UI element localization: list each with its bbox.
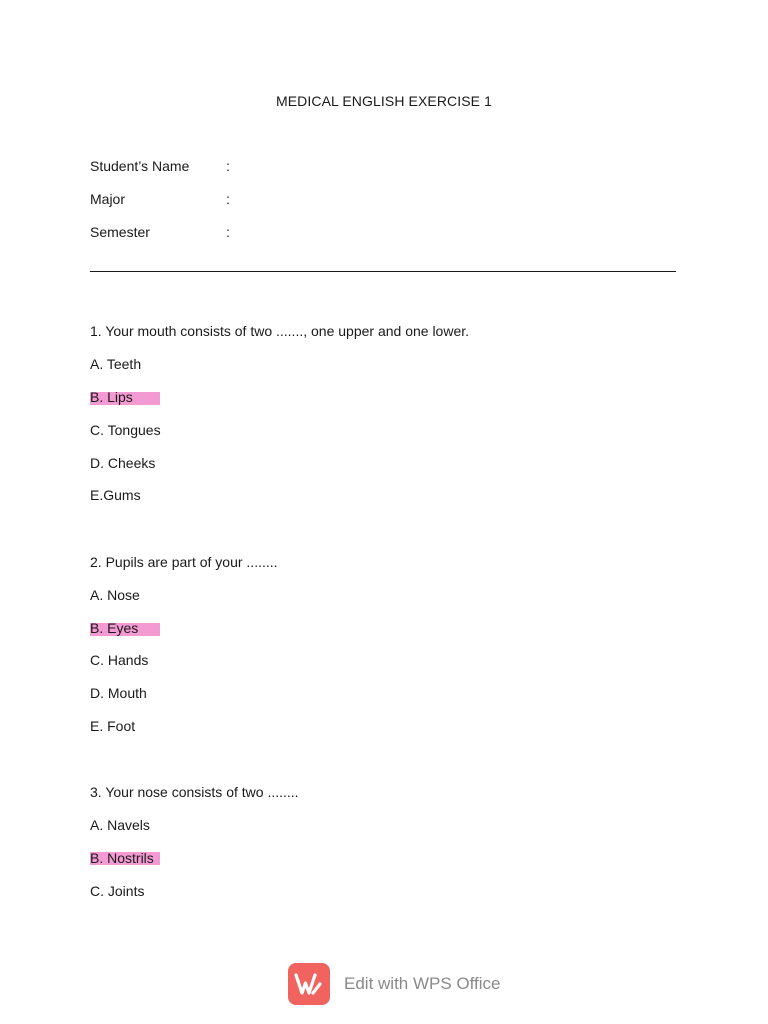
field-colon: : [226, 224, 230, 240]
answer-option: A. Nose [90, 587, 140, 603]
edit-with-wps-button[interactable] [288, 962, 501, 1006]
answer-option: D. Cheeks [90, 455, 156, 471]
answer-option: C. Joints [90, 883, 145, 899]
document-title: MEDICAL ENGLISH EXERCISE 1 [275, 93, 493, 109]
wps-edit-label: Edit with WPS Office [344, 974, 501, 993]
answer-option: C. Hands [90, 652, 149, 668]
wps-office-logo-icon [288, 963, 330, 1005]
field-label-semester: Semester [90, 224, 150, 240]
question-prompt: 3. Your nose consists of two ........ [90, 784, 299, 800]
answer-option: A. Teeth [90, 356, 142, 372]
divider-line [90, 271, 676, 272]
answer-option: D. Mouth [90, 685, 147, 701]
field-label-major: Major [90, 191, 126, 207]
question-prompt: 2. Pupils are part of your ........ [90, 554, 278, 570]
answer-option: A. Navels [90, 817, 150, 833]
answer-option: E.Gums [90, 487, 141, 503]
field-label-student-name: Student’s Name [90, 158, 190, 174]
answer-option-highlighted: B. Eyes [90, 620, 139, 636]
question-prompt: 1. Your mouth consists of two ......., one upper and one lower. [90, 323, 470, 339]
answer-option: C. Tongues [90, 422, 161, 438]
answer-option-highlighted: B. Nostrils [90, 850, 154, 866]
answer-option: E. Foot [90, 718, 136, 734]
answer-option-highlighted: B. Lips [90, 389, 133, 405]
field-colon: : [226, 158, 230, 174]
field-colon: : [226, 191, 230, 207]
